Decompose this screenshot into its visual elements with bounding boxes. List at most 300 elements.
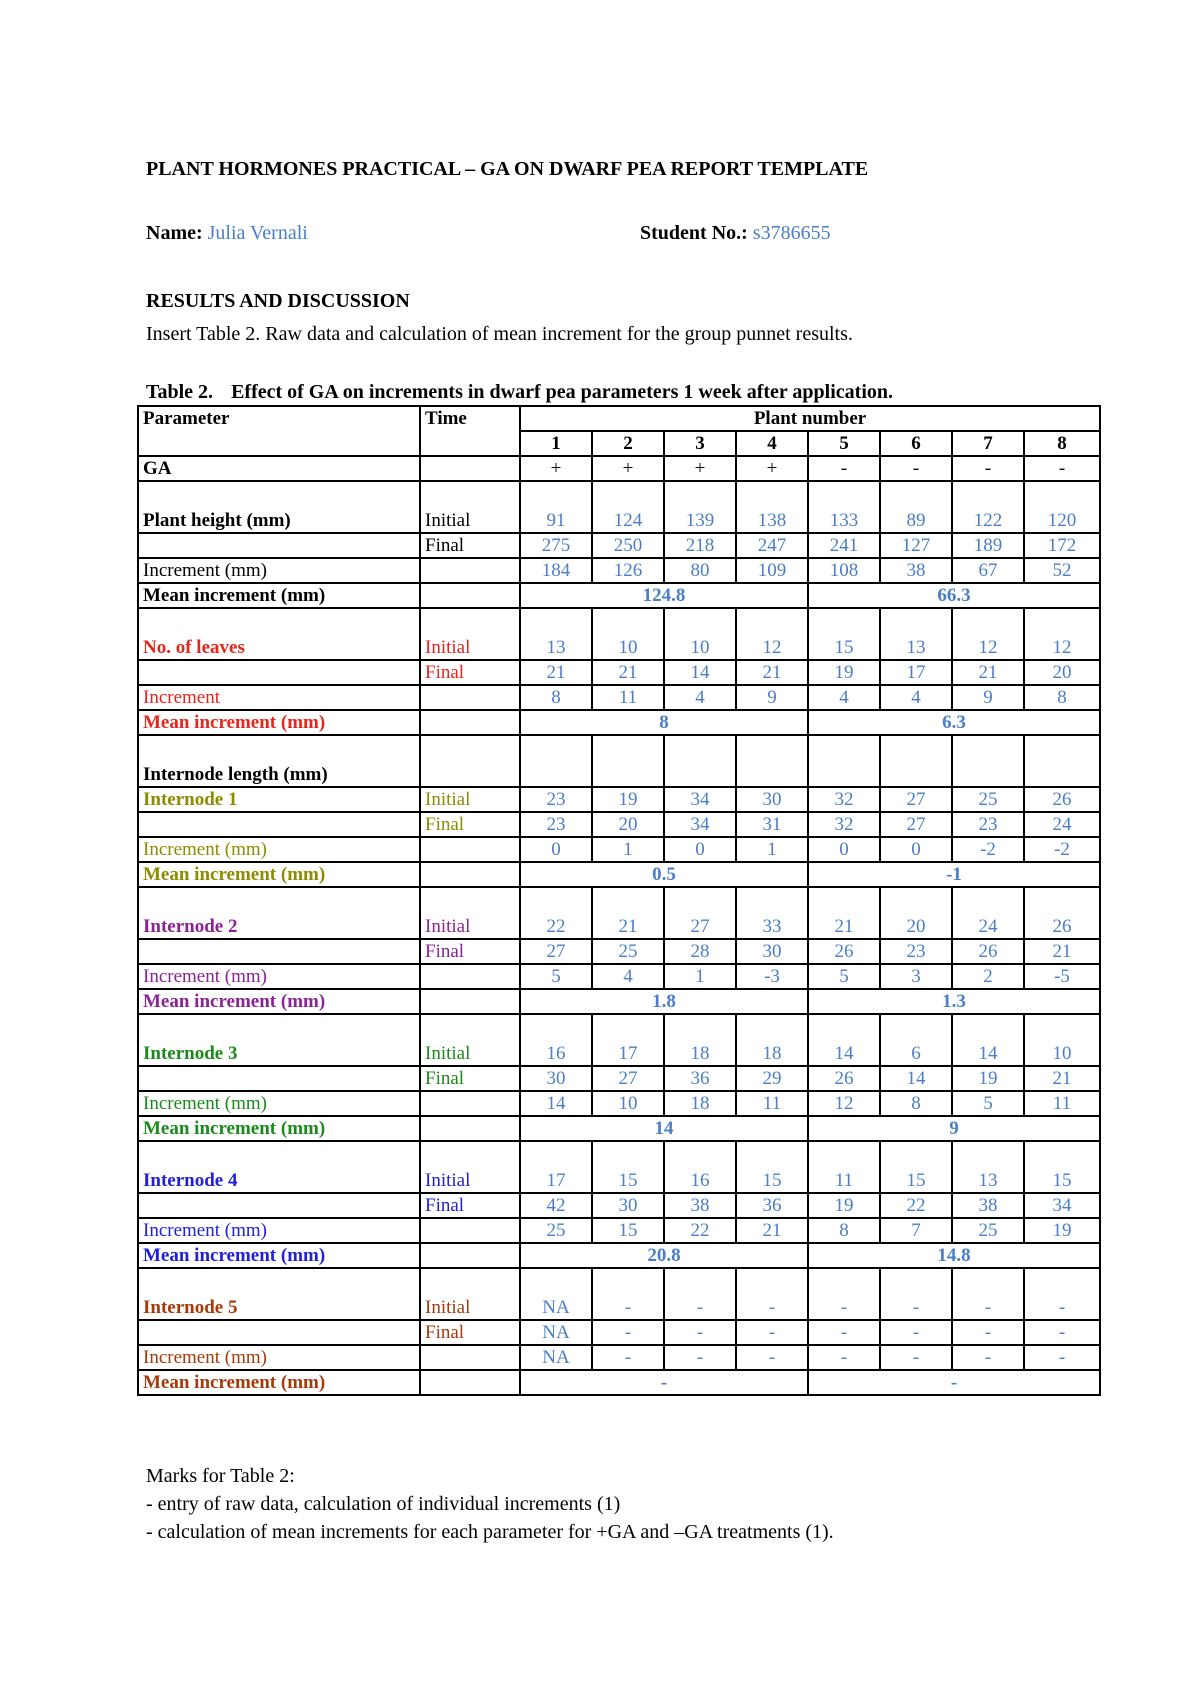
increment-value: 8 <box>880 1091 952 1116</box>
final-value: 24 <box>1024 812 1100 837</box>
final-value: 23 <box>880 939 952 964</box>
increment-value: 126 <box>592 558 664 583</box>
final-value: 21 <box>592 660 664 685</box>
plant-number-cell: 3 <box>664 431 736 456</box>
final-value: 19 <box>952 1066 1024 1091</box>
final-value: 21 <box>1024 939 1100 964</box>
final-value: 21 <box>520 660 592 685</box>
increment-value: - <box>736 1345 808 1370</box>
empty-cell <box>420 1091 520 1116</box>
increment-value: - <box>1024 1345 1100 1370</box>
group-label: Internode 5 <box>138 1268 420 1320</box>
increment-value: - <box>952 1345 1024 1370</box>
initial-value: 26 <box>1024 787 1100 812</box>
initial-value: 12 <box>952 608 1024 660</box>
initial-value: 32 <box>808 787 880 812</box>
initial-value: NA <box>520 1268 592 1320</box>
empty-cell <box>138 1066 420 1091</box>
initial-value: 10 <box>1024 1014 1100 1066</box>
initial-value: 34 <box>664 787 736 812</box>
initial-row <box>138 887 1100 939</box>
time-final: Final <box>420 1193 520 1218</box>
increment-value: 11 <box>592 685 664 710</box>
plant-number-cell: 7 <box>952 431 1024 456</box>
initial-row <box>138 787 1100 812</box>
increment-value: 25 <box>952 1218 1024 1243</box>
results-table-body <box>138 406 1100 1395</box>
increment-value: 4 <box>592 964 664 989</box>
empty-cell <box>736 735 808 787</box>
empty-cell <box>420 862 520 887</box>
mean-row <box>138 989 1100 1014</box>
final-value: 38 <box>952 1193 1024 1218</box>
final-value: 27 <box>880 812 952 837</box>
header-row <box>138 406 1100 431</box>
initial-value: 89 <box>880 481 952 533</box>
final-row <box>138 1193 1100 1218</box>
increment-label: Increment (mm) <box>138 1218 420 1243</box>
empty-cell <box>420 1218 520 1243</box>
final-value: 38 <box>664 1193 736 1218</box>
marks-section <box>146 1462 834 1546</box>
empty-cell <box>138 939 420 964</box>
ga-value-cell: + <box>520 456 592 481</box>
marks-line-2: - calculation of mean increments for each parameter for +GA and –GA treatments (1). <box>146 1521 834 1543</box>
time-final: Final <box>420 1320 520 1345</box>
initial-value: - <box>736 1268 808 1320</box>
initial-value: 15 <box>880 1141 952 1193</box>
empty-cell <box>420 989 520 1014</box>
increment-value: 0 <box>664 837 736 862</box>
time-final: Final <box>420 660 520 685</box>
student-number: s3786655 <box>752 222 831 244</box>
mean-plus-ga: - <box>520 1370 808 1395</box>
initial-value: 15 <box>808 608 880 660</box>
increment-value: 12 <box>808 1091 880 1116</box>
mean-row <box>138 1116 1100 1141</box>
mean-label: Mean increment (mm) <box>138 710 420 735</box>
empty-cell <box>420 1243 520 1268</box>
initial-row <box>138 1268 1100 1320</box>
mean-minus-ga: - <box>808 1370 1100 1395</box>
increment-value: 108 <box>808 558 880 583</box>
mean-plus-ga: 20.8 <box>520 1243 808 1268</box>
increment-value: 18 <box>664 1091 736 1116</box>
empty-cell <box>420 1370 520 1395</box>
initial-value: 10 <box>664 608 736 660</box>
page-title: PLANT HORMONES PRACTICAL – GA ON DWARF PEA REPORT TEMPLATE <box>146 158 869 180</box>
increment-value: 1 <box>736 837 808 862</box>
mean-plus-ga: 14 <box>520 1116 808 1141</box>
final-value: 21 <box>736 660 808 685</box>
final-row <box>138 1320 1100 1345</box>
group-label: Internode length (mm) <box>138 735 420 787</box>
final-row <box>138 660 1100 685</box>
initial-value: 14 <box>808 1014 880 1066</box>
final-value: 241 <box>808 533 880 558</box>
initial-value: - <box>664 1268 736 1320</box>
increment-label: Increment (mm) <box>138 964 420 989</box>
empty-cell <box>138 660 420 685</box>
mean-plus-ga: 124.8 <box>520 583 808 608</box>
initial-value: 18 <box>736 1014 808 1066</box>
mean-minus-ga: 6.3 <box>808 710 1100 735</box>
final-value: 127 <box>880 533 952 558</box>
initial-row <box>138 1014 1100 1066</box>
plant-number-cell: 1 <box>520 431 592 456</box>
initial-value: 17 <box>592 1014 664 1066</box>
initial-value: 14 <box>952 1014 1024 1066</box>
mean-label: Mean increment (mm) <box>138 583 420 608</box>
increment-value: 8 <box>1024 685 1100 710</box>
plant-number-cell: 4 <box>736 431 808 456</box>
increment-value: -3 <box>736 964 808 989</box>
increment-value: 19 <box>1024 1218 1100 1243</box>
final-value: - <box>664 1320 736 1345</box>
mean-plus-ga: 0.5 <box>520 862 808 887</box>
increment-value: 8 <box>520 685 592 710</box>
initial-value: 6 <box>880 1014 952 1066</box>
increment-value: 2 <box>952 964 1024 989</box>
initial-value: 17 <box>520 1141 592 1193</box>
initial-value: 10 <box>592 608 664 660</box>
increment-value: 4 <box>664 685 736 710</box>
initial-value: 26 <box>1024 887 1100 939</box>
table-caption <box>146 381 893 404</box>
empty-cell <box>664 735 736 787</box>
final-value: 14 <box>664 660 736 685</box>
increment-label: Increment (mm) <box>138 1345 420 1370</box>
plant-number-cell: 5 <box>808 431 880 456</box>
increment-value: 67 <box>952 558 1024 583</box>
ga-time-cell <box>420 456 520 481</box>
increment-label: Increment (mm) <box>138 1091 420 1116</box>
empty-cell <box>420 735 520 787</box>
initial-value: 18 <box>664 1014 736 1066</box>
group-sub-label: Internode 1 <box>138 787 420 812</box>
group-label: No. of leaves <box>138 608 420 660</box>
mean-row <box>138 583 1100 608</box>
increment-value: -2 <box>952 837 1024 862</box>
final-value: - <box>1024 1320 1100 1345</box>
increment-value: 10 <box>592 1091 664 1116</box>
initial-value: - <box>880 1268 952 1320</box>
results-table <box>137 405 1101 1396</box>
header-time: Time <box>420 406 520 456</box>
time-initial: Initial <box>420 887 520 939</box>
final-value: 14 <box>880 1066 952 1091</box>
increment-value: - <box>664 1345 736 1370</box>
final-value: - <box>736 1320 808 1345</box>
increment-value: 15 <box>592 1218 664 1243</box>
final-value: 172 <box>1024 533 1100 558</box>
increment-value: 21 <box>736 1218 808 1243</box>
final-value: 21 <box>1024 1066 1100 1091</box>
student-name: Julia Vernali <box>207 222 308 244</box>
final-value: 19 <box>808 660 880 685</box>
initial-value: 27 <box>880 787 952 812</box>
empty-cell <box>880 735 952 787</box>
time-final: Final <box>420 1066 520 1091</box>
initial-value: 16 <box>520 1014 592 1066</box>
name-label: Name: <box>146 222 203 244</box>
ga-value-cell: - <box>952 456 1024 481</box>
ga-value-cell: + <box>592 456 664 481</box>
empty-cell <box>520 735 592 787</box>
final-value: - <box>592 1320 664 1345</box>
empty-cell <box>592 735 664 787</box>
increment-value: 5 <box>952 1091 1024 1116</box>
final-value: - <box>808 1320 880 1345</box>
final-value: 218 <box>664 533 736 558</box>
marks-line-1: - entry of raw data, calculation of individual increments (1) <box>146 1493 621 1515</box>
ga-row <box>138 456 1100 481</box>
empty-cell <box>138 1320 420 1345</box>
increment-value: 4 <box>808 685 880 710</box>
time-initial: Initial <box>420 1141 520 1193</box>
increment-value: -5 <box>1024 964 1100 989</box>
increment-value: 22 <box>664 1218 736 1243</box>
plant-number-cell: 2 <box>592 431 664 456</box>
final-value: 30 <box>592 1193 664 1218</box>
empty-cell <box>420 583 520 608</box>
final-value: 31 <box>736 812 808 837</box>
empty-cell <box>138 1193 420 1218</box>
initial-value: 15 <box>736 1141 808 1193</box>
mean-row <box>138 862 1100 887</box>
increment-value: 9 <box>736 685 808 710</box>
initial-value: 27 <box>664 887 736 939</box>
group-label: Internode 4 <box>138 1141 420 1193</box>
final-row <box>138 939 1100 964</box>
final-value: - <box>952 1320 1024 1345</box>
final-value: 275 <box>520 533 592 558</box>
increment-value: 184 <box>520 558 592 583</box>
mean-label: Mean increment (mm) <box>138 862 420 887</box>
time-initial: Initial <box>420 787 520 812</box>
increment-value: 0 <box>520 837 592 862</box>
student-number-line <box>640 222 831 245</box>
initial-value: 120 <box>1024 481 1100 533</box>
plant-number-cell: 6 <box>880 431 952 456</box>
initial-value: 21 <box>808 887 880 939</box>
initial-value: 13 <box>520 608 592 660</box>
initial-row <box>138 481 1100 533</box>
empty-cell <box>1024 735 1100 787</box>
final-value: 26 <box>808 1066 880 1091</box>
mean-label: Mean increment (mm) <box>138 989 420 1014</box>
final-row <box>138 1066 1100 1091</box>
final-value: 20 <box>592 812 664 837</box>
increment-value: - <box>808 1345 880 1370</box>
increment-value: 0 <box>808 837 880 862</box>
initial-value: 22 <box>520 887 592 939</box>
initial-value: 30 <box>736 787 808 812</box>
initial-value: - <box>1024 1268 1100 1320</box>
initial-value: 24 <box>952 887 1024 939</box>
empty-cell <box>420 558 520 583</box>
table-caption-number: Table 2. <box>146 381 214 403</box>
initial-value: 13 <box>952 1141 1024 1193</box>
increment-row <box>138 685 1100 710</box>
increment-label: Increment (mm) <box>138 558 420 583</box>
increment-label: Increment (mm) <box>138 837 420 862</box>
initial-value: 19 <box>592 787 664 812</box>
increment-row <box>138 1218 1100 1243</box>
increment-row <box>138 964 1100 989</box>
increment-value: 5 <box>808 964 880 989</box>
final-value: 23 <box>520 812 592 837</box>
empty-cell <box>420 837 520 862</box>
initial-value: 12 <box>1024 608 1100 660</box>
final-value: 30 <box>736 939 808 964</box>
increment-row <box>138 1345 1100 1370</box>
increment-value: 7 <box>880 1218 952 1243</box>
initial-value: 16 <box>664 1141 736 1193</box>
increment-row <box>138 1091 1100 1116</box>
instruction-text: Insert Table 2. Raw data and calculation of mean increment for the group punnet results. <box>146 323 853 345</box>
initial-value: - <box>952 1268 1024 1320</box>
increment-value: 25 <box>520 1218 592 1243</box>
increment-value: 4 <box>880 685 952 710</box>
final-value: 247 <box>736 533 808 558</box>
final-value: 23 <box>952 812 1024 837</box>
group-label: Internode 3 <box>138 1014 420 1066</box>
mean-row <box>138 1243 1100 1268</box>
marks-heading: Marks for Table 2: <box>146 1465 295 1487</box>
mean-minus-ga: 9 <box>808 1116 1100 1141</box>
ga-value-cell: - <box>1024 456 1100 481</box>
ga-value-cell: - <box>808 456 880 481</box>
mean-label: Mean increment (mm) <box>138 1370 420 1395</box>
initial-value: 133 <box>808 481 880 533</box>
ga-label: GA <box>138 456 420 481</box>
final-value: 20 <box>1024 660 1100 685</box>
final-value: 36 <box>664 1066 736 1091</box>
final-row <box>138 812 1100 837</box>
time-final: Final <box>420 812 520 837</box>
initial-row <box>138 1141 1100 1193</box>
final-value: 34 <box>1024 1193 1100 1218</box>
increment-value: 52 <box>1024 558 1100 583</box>
table-caption-text: Effect of GA on increments in dwarf pea parameters 1 week after application. <box>231 381 893 403</box>
empty-cell <box>138 533 420 558</box>
final-value: 26 <box>952 939 1024 964</box>
mean-plus-ga: 1.8 <box>520 989 808 1014</box>
mean-label: Mean increment (mm) <box>138 1243 420 1268</box>
final-value: 250 <box>592 533 664 558</box>
initial-value: - <box>808 1268 880 1320</box>
final-value: 32 <box>808 812 880 837</box>
initial-value: 12 <box>736 608 808 660</box>
final-value: 17 <box>880 660 952 685</box>
mean-minus-ga: -1 <box>808 862 1100 887</box>
mean-minus-ga: 1.3 <box>808 989 1100 1014</box>
final-value: 19 <box>808 1193 880 1218</box>
increment-value: 9 <box>952 685 1024 710</box>
final-value: 25 <box>592 939 664 964</box>
empty-cell <box>952 735 1024 787</box>
final-value: 29 <box>736 1066 808 1091</box>
section-heading: RESULTS AND DISCUSSION <box>146 290 410 312</box>
increment-row <box>138 837 1100 862</box>
empty-cell <box>420 1345 520 1370</box>
final-value: 27 <box>592 1066 664 1091</box>
final-value: 30 <box>520 1066 592 1091</box>
increment-row <box>138 558 1100 583</box>
initial-value: 138 <box>736 481 808 533</box>
time-final: Final <box>420 533 520 558</box>
increment-value: - <box>880 1345 952 1370</box>
final-value: - <box>880 1320 952 1345</box>
ga-value-cell: + <box>664 456 736 481</box>
time-initial: Initial <box>420 481 520 533</box>
group-label: Plant height (mm) <box>138 481 420 533</box>
initial-value: 122 <box>952 481 1024 533</box>
increment-value: 1 <box>592 837 664 862</box>
increment-value: 38 <box>880 558 952 583</box>
empty-cell <box>138 812 420 837</box>
final-row <box>138 533 1100 558</box>
final-value: 27 <box>520 939 592 964</box>
student-number-label: Student No.: <box>640 222 748 244</box>
final-value: 22 <box>880 1193 952 1218</box>
increment-value: 0 <box>880 837 952 862</box>
increment-value: 1 <box>664 964 736 989</box>
group-label: Internode 2 <box>138 887 420 939</box>
ga-value-cell: - <box>880 456 952 481</box>
final-value: 36 <box>736 1193 808 1218</box>
empty-cell <box>420 685 520 710</box>
plant-number-cell: 8 <box>1024 431 1100 456</box>
increment-value: NA <box>520 1345 592 1370</box>
increment-value: 109 <box>736 558 808 583</box>
final-value: 26 <box>808 939 880 964</box>
initial-value: 11 <box>808 1141 880 1193</box>
ga-value-cell: + <box>736 456 808 481</box>
increment-label: Increment <box>138 685 420 710</box>
mean-label: Mean increment (mm) <box>138 1116 420 1141</box>
time-initial: Initial <box>420 1014 520 1066</box>
time-initial: Initial <box>420 1268 520 1320</box>
name-line <box>146 222 308 245</box>
initial-value: - <box>592 1268 664 1320</box>
mean-minus-ga: 66.3 <box>808 583 1100 608</box>
increment-value: 11 <box>736 1091 808 1116</box>
header-parameter: Parameter <box>138 406 420 456</box>
increment-value: 3 <box>880 964 952 989</box>
increment-value: 5 <box>520 964 592 989</box>
empty-cell <box>420 1116 520 1141</box>
empty-cell <box>420 710 520 735</box>
initial-value: 91 <box>520 481 592 533</box>
final-value: 21 <box>952 660 1024 685</box>
increment-value: -2 <box>1024 837 1100 862</box>
final-value: NA <box>520 1320 592 1345</box>
initial-value: 23 <box>520 787 592 812</box>
mean-row <box>138 710 1100 735</box>
initial-value: 124 <box>592 481 664 533</box>
time-initial: Initial <box>420 608 520 660</box>
time-final: Final <box>420 939 520 964</box>
initial-value: 139 <box>664 481 736 533</box>
initial-value: 13 <box>880 608 952 660</box>
mean-row <box>138 1370 1100 1395</box>
initial-value: 25 <box>952 787 1024 812</box>
header-plant-number: Plant number <box>520 406 1100 431</box>
initial-value: 33 <box>736 887 808 939</box>
initial-value: 15 <box>592 1141 664 1193</box>
